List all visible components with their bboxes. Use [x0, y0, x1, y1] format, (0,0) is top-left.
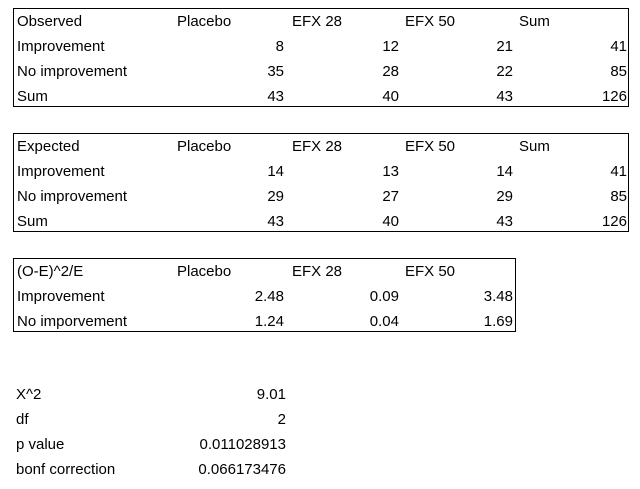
table-cell: 12 [382, 38, 399, 55]
row-label: Improvement [17, 163, 105, 180]
stat-row [16, 382, 286, 407]
table-cell: 1.69 [483, 313, 513, 330]
expected-title: Expected [17, 138, 80, 155]
table-cell: 27 [382, 188, 399, 205]
table-cell: 22 [496, 63, 513, 80]
table-cell: 85 [610, 188, 627, 205]
chi-square-components-table [13, 258, 516, 332]
col-header-efx50: EFX 50 [405, 138, 456, 155]
expected-table [13, 133, 629, 232]
observed-table [13, 8, 629, 107]
table-row [14, 84, 628, 109]
col-header-efx28: EFX 28 [292, 263, 343, 280]
table-cell: 2.48 [254, 288, 284, 305]
col-header-sum: Sum [519, 138, 550, 155]
stat-value: 2 [277, 411, 286, 428]
observed-header-row [14, 9, 628, 34]
table-cell: 8 [275, 38, 284, 55]
row-label: Improvement [17, 288, 105, 305]
oe-title: (O-E)^2/E [17, 263, 84, 280]
col-header-placebo: Placebo [177, 13, 232, 30]
col-header-efx50: EFX 50 [405, 13, 456, 30]
table-cell: 40 [382, 213, 399, 230]
table-cell: 41 [610, 38, 627, 55]
stat-label: df [16, 411, 29, 428]
table-cell: 126 [601, 88, 627, 105]
table-cell: 0.09 [369, 288, 399, 305]
table-cell: 3.48 [483, 288, 513, 305]
table-cell: 14 [496, 163, 513, 180]
table-cell: 43 [496, 213, 513, 230]
table-cell: 126 [601, 213, 627, 230]
stat-value: 0.011028913 [199, 436, 286, 453]
row-label: No imporvement [17, 313, 128, 330]
table-cell: 0.04 [369, 313, 399, 330]
col-header-efx50: EFX 50 [405, 263, 456, 280]
row-label: Improvement [17, 38, 105, 55]
table-row [14, 209, 628, 234]
stat-row [16, 407, 286, 432]
table-cell: 29 [267, 188, 284, 205]
table-row [14, 59, 628, 84]
table-row [14, 184, 628, 209]
table-cell: 43 [267, 213, 284, 230]
row-label: Sum [17, 213, 48, 230]
table-cell: 14 [267, 163, 284, 180]
col-header-placebo: Placebo [177, 138, 232, 155]
row-label: No improvement [17, 63, 128, 80]
stat-label: X^2 [16, 386, 42, 403]
col-header-placebo: Placebo [177, 263, 232, 280]
stat-label: bonf correction [16, 461, 116, 478]
row-label: Sum [17, 88, 48, 105]
table-cell: 29 [496, 188, 513, 205]
table-cell: 35 [267, 63, 284, 80]
table-cell: 43 [496, 88, 513, 105]
table-row [14, 284, 515, 309]
expected-header-row [14, 134, 628, 159]
table-cell: 41 [610, 163, 627, 180]
oe-header-row [14, 259, 515, 284]
stat-value: 0.066173476 [198, 461, 286, 478]
col-header-efx28: EFX 28 [292, 13, 343, 30]
table-cell: 28 [382, 63, 399, 80]
table-cell: 21 [496, 38, 513, 55]
table-cell: 1.24 [254, 313, 284, 330]
stat-row [16, 457, 286, 482]
stat-value: 9.01 [256, 386, 286, 403]
table-cell: 85 [610, 63, 627, 80]
stat-row [16, 432, 286, 457]
observed-title: Observed [17, 13, 83, 30]
col-header-efx28: EFX 28 [292, 138, 343, 155]
row-label: No improvement [17, 188, 128, 205]
table-cell: 13 [382, 163, 399, 180]
table-cell: 40 [382, 88, 399, 105]
col-header-sum: Sum [519, 13, 550, 30]
table-row [14, 159, 628, 184]
summary-statistics [16, 382, 286, 482]
table-row [14, 309, 515, 334]
stat-label: p value [16, 436, 65, 453]
table-cell: 43 [267, 88, 284, 105]
table-row [14, 34, 628, 59]
